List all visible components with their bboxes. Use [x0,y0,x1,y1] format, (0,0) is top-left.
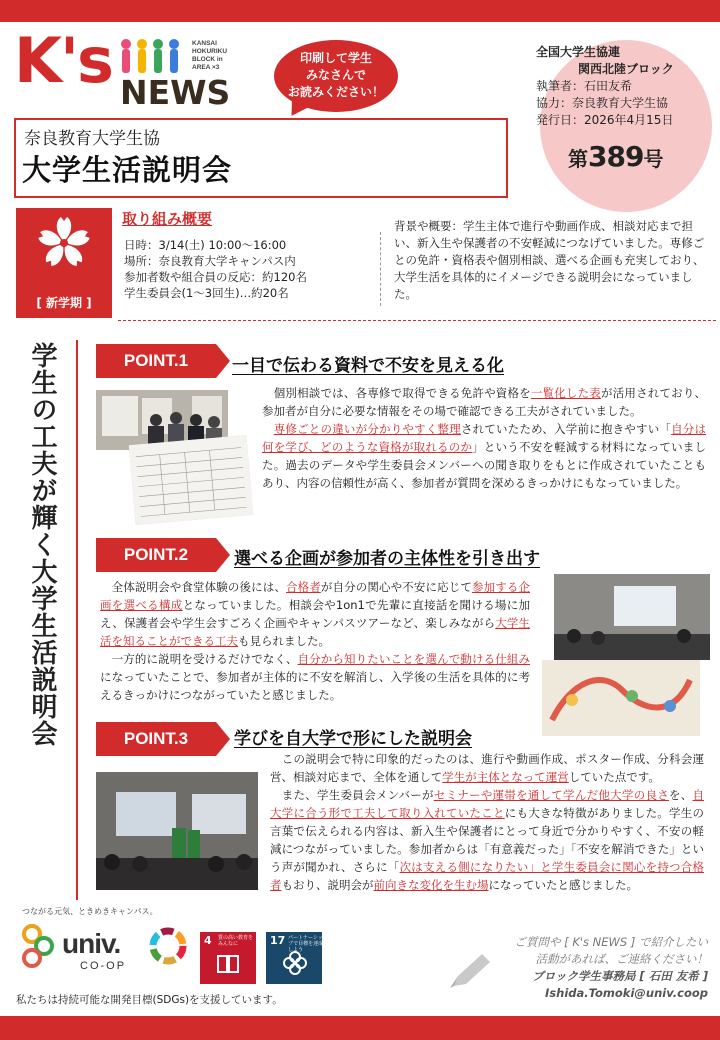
overview-details [124,237,307,301]
body-text: 」という不安を軽減する材料になっていました。過去のデータや学生委員会メンバーへの聞き取りをもとに作成されていたこともあり、内容の信頼性が高く、参加者が質問を深めるきっかけにもなっていました。 [262,440,706,490]
photo-lecture-hall [96,772,258,890]
highlight-text: 大学生活を知ることができる工夫 [100,616,530,648]
section-divider [118,320,716,321]
publish-date: 発行日：2026年4月15日 [536,113,674,127]
sakura-icon [36,214,92,270]
photo-lecture-hall-image [96,772,258,890]
point-3-title: 学びを自大学で形にした説明会 [234,729,472,749]
highlight-text: 自分から知りたいことを選んで動ける仕組み [297,652,530,666]
org-line-2: 関西北陸ブロック [578,62,674,76]
photo-license-table [129,435,254,525]
vertical-rule [76,340,78,900]
body-text: になっていたことで、参加者が主体的に不安を解消し、入学後の生活を具体的に考えるきっかけにつながっていたと感じました。 [100,670,530,702]
print-bubble [274,40,398,112]
sdg-4-number: 4 [204,934,212,947]
logo-subtitle: KANSAI HOKURIKU BLOCK in AREA ×3 [192,40,228,71]
sdgs-note: 私たちは持続可能な開発目標(SDGs)を支援しています。 [16,994,283,1006]
logo-ks: K's [14,24,112,97]
overview-summary: 背景や概要：学生主体で進行や動画作成、相談対応まで担い、新入生や保護者の不安軽減につなげていました。専修ごとの免許・資格表や個別相談、選べる企画も充実しており、大学生活を具体的にイメージできる説明会になっていました。 [394,219,705,301]
bubble-line-1: 印刷して学生 [299,51,372,65]
sdg-17-number: 17 [270,934,286,947]
point-2-title: 選べる企画が参加者の主体性を引き出す [234,549,540,569]
point-1-title: 一目で伝わる資料で不安を見える化 [232,356,504,376]
sdg-17-tile [266,932,322,984]
coop-logo-icon [20,922,56,972]
issue-prefix: 第 [568,147,588,171]
vertical-heading: 学生の工夫が輝く大学生活説明会 [27,342,57,747]
contact-box [470,934,708,1002]
overview-heading: 取り組み概要 [122,210,213,228]
title-org: 奈良教育大学生協 [24,129,160,149]
page-title: 大学生活説明会 [22,153,233,187]
body-text: が自分の関心や不安に応じて [320,580,472,594]
body-text: も見られました。 [238,634,330,648]
highlight-text: 学生が主体となって運営 [442,770,569,784]
issue-num: 389 [588,140,644,173]
body-text: もおり、説明会が [281,878,374,892]
photo-sugoroku-image [542,660,700,736]
body-text: 個別相談では、各専修で取得できる免許や資格を [262,386,531,400]
photo-seminar-image [554,574,710,660]
body-text: になっていたと感じました。 [488,878,638,892]
highlight-text: セミナーや運帯を通して学んだ他大学の良さ [433,788,669,802]
body-text: 一方的に説明を受けるだけでなく、 [100,652,298,666]
issue-suffix: 号 [643,147,664,171]
sdg-4-label: 質の高い教育をみんなに [218,935,254,947]
contact-email[interactable]: Ishida.Tomoki@univ.coop [545,986,708,1000]
sdg-17-label: パートナーシップで目標を達成しよう [288,935,324,953]
overview-bracket [380,232,388,306]
point-2-body [100,578,530,704]
highlight-text: 専修ごとの違いが分かりやすく整理 [273,422,461,436]
detail-place: 場所：奈良教育大学キャンパス内 [124,254,296,268]
book-icon [216,952,240,976]
body-text: を、 [668,788,693,802]
point-1-body [262,384,706,492]
body-text: されていたため、入学前に抱きやすい「 [460,422,672,436]
highlight-text: 前向きな変化を生む場 [373,878,489,892]
point-1-badge: POINT.1 [96,344,216,378]
org-line-1: 全国大学生協連 [536,45,621,59]
highlight-text: 合格者 [286,580,321,594]
season-label: [ 新学期 ] [36,296,92,310]
point-3-badge: POINT.3 [96,722,216,756]
coop-name: univ. [62,928,121,959]
body-text: にも大きな特徴がありました。学生の言葉で伝えられる内容は、新入生や保護者にとって身近で分かりやすく、不安の軽減につながっていました。参加者からは「有意義だった」「不安を解消できた」という声が聞かれ、さらに「 [270,806,705,874]
body-text: また、学生委員会メンバーが [270,788,434,802]
point-2-badge: POINT.2 [96,538,216,572]
body-text: が活用されており、参加者が自分に必要な情報をその場で確認できる工夫がされていました。 [262,386,707,418]
photo-sugoroku [542,660,700,736]
body-text: この説明会で特に印象的だったのは、進行や動画作成、ポスター作成、分科会運営、相談対応まで、全体を通して [270,752,704,784]
body-text [262,422,274,436]
issue-number [568,140,663,173]
top-bar [0,0,720,22]
logo-news: NEWS [120,73,231,112]
contact-line-2: 活動があれば、ご連絡ください！ [535,952,708,966]
bubble-line-2: みなさんで [305,68,366,82]
contact-line-3: ブロック学生事務局 [ 石田 友希 ] [532,969,708,983]
detail-committee: 学生委員会(1〜3回生)…約20名 [124,286,289,300]
photo-seminar [554,574,710,660]
body-text: となっていました。相談会や1on1で先輩に直接話を聞ける場に加え、保護者会や学生会すごろく企画やキャンパスツアーなど、楽しみながら [100,598,530,630]
sdg-4-tile [200,932,256,984]
body-text: していた点です。 [568,770,660,784]
contact-line-1: ご質問や [ K's NEWS ] で紹介したい [514,935,708,949]
sdgs-wheel-icon [148,926,188,966]
point-3-body [270,750,704,894]
highlight-text: 自大学に合う形で工夫して取り入れていたこと [270,788,705,820]
bubble-line-3: お読みください！ [287,85,384,99]
highlight-text: 自分は何を学び、どのような資格が取れるのか [262,422,707,454]
highlight-text: 参加する企画を選べる構成 [100,580,530,612]
writer: 執筆者：石田友希 [536,79,633,93]
logo-people-icon [118,38,188,74]
highlight-text: 次は支える側になりたい」と学生委員会に関心を持つ合格者 [270,860,704,892]
highlight-text: 一覧化した表 [530,386,601,400]
bottom-bar [0,1016,720,1040]
body-text: 全体説明会や食堂体験の後には、 [100,580,286,594]
coop-tagline: つながる元気、ときめきキャンパス。 [22,907,158,916]
issue-info [536,44,674,129]
partnership-flower-icon [282,950,308,976]
photo-license-table-image [129,435,254,525]
coop-sub: CO-OP [80,960,127,972]
detail-participants: 参加者数や組合員の反応：約120名 [124,270,307,284]
cooperation: 協力：奈良教育大学生協 [536,96,669,110]
detail-date: 日時：3/14(土) 10:00〜16:00 [124,238,287,252]
